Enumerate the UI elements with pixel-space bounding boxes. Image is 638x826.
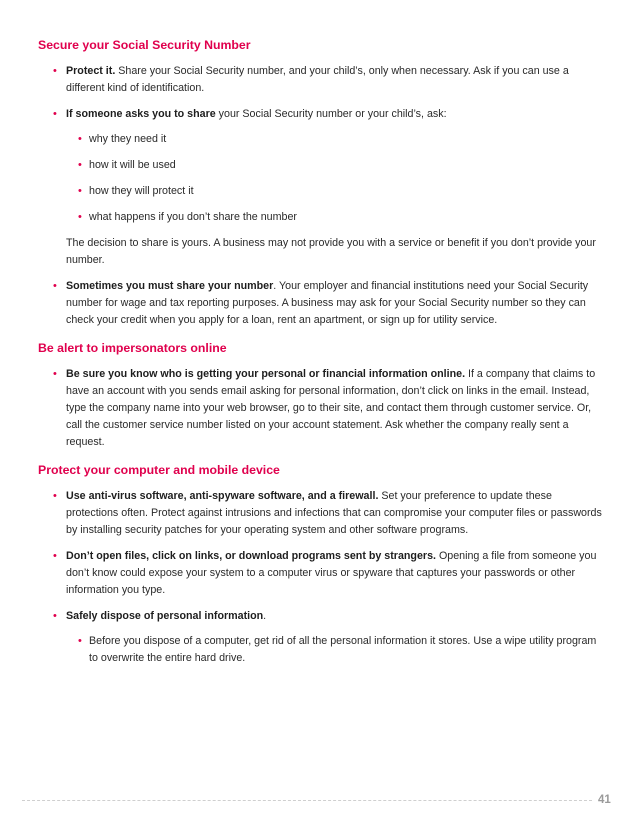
sub-list	[66, 131, 603, 226]
list-item	[38, 366, 603, 451]
follow-up-paragraph: The decision to share is yours. A business may not provide you with a service or benefit if you don’t provide your number.	[66, 237, 596, 266]
section-heading-impersonators: Be alert to impersonators online	[38, 341, 227, 355]
bullet-icon: •	[78, 133, 82, 145]
sub-list-item	[66, 183, 603, 200]
item-text: Share your Social Security number, and your child’s, only when necessary. Ask if you can use a different kind of identification.	[66, 65, 569, 94]
sub-list-item	[66, 209, 603, 226]
bullet-icon: •	[78, 185, 82, 197]
bullet-icon: •	[53, 490, 57, 502]
bullet-icon: •	[53, 550, 57, 562]
item-text: .	[263, 610, 267, 622]
sub-item-text: what happens if you don’t share the number	[89, 211, 297, 223]
sub-item-text: how it will be used	[89, 159, 176, 171]
list-item	[38, 63, 603, 97]
item-lead: Don’t open files, click on links, or download programs sent by strangers.	[66, 550, 436, 562]
bullet-icon: •	[53, 108, 57, 120]
bullet-icon: •	[78, 635, 82, 647]
bullet-icon: •	[78, 159, 82, 171]
bullet-icon: •	[53, 368, 57, 380]
bullet-icon: •	[53, 610, 57, 622]
list-item	[38, 608, 603, 667]
list-item	[38, 488, 603, 539]
bullet-icon: •	[78, 211, 82, 223]
item-lead: Use anti-virus software, anti-spyware software, and a firewall.	[66, 490, 379, 502]
bullet-icon: •	[53, 65, 57, 77]
item-text: your Social Security number or your child’s, ask:	[215, 108, 447, 120]
list-item	[38, 278, 603, 329]
item-lead: Protect it.	[66, 65, 116, 77]
item-lead: If someone asks you to share	[66, 108, 216, 120]
impersonators-bullet-list	[38, 366, 603, 451]
page-content	[38, 36, 603, 676]
sub-list-item	[66, 633, 603, 667]
computer-bullet-list	[38, 488, 603, 667]
item-lead: Safely dispose of personal information	[66, 610, 264, 622]
item-text: Set your preference to update these protections often. Protect against intrusions and infections that can compromise your computer files or passwords by installing security patches for your operating system and other software programs.	[66, 490, 602, 536]
item-text: Opening a file from someone you don’t know could expose your system to a computer virus or spyware that captures your passwords or other information you type.	[66, 550, 597, 596]
item-lead: Sometimes you must share your number	[66, 280, 274, 292]
sub-item-text: how they will protect it	[89, 185, 194, 197]
ssn-bullet-list	[38, 63, 603, 329]
item-text: If a company that claims to have an account with you sends email asking for personal information, don’t click on links in the email. Instead, type the company name into your web browser, go to their site, and contact them through customer service. Or, call the customer service number listed on your account statement. Ask whether the company really sent a request.	[66, 368, 596, 448]
item-lead: Be sure you know who is getting your personal or financial information online.	[66, 368, 466, 380]
item-text: . Your employer and financial institutions need your Social Security number for wage and tax reporting purposes. A business may ask for your Social Security number so they can check your credit when you apply for a loan, rent an apartment, or sign up for utility service.	[66, 280, 589, 326]
section-heading-computer: Protect your computer and mobile device	[38, 463, 280, 477]
bullet-icon: •	[53, 280, 57, 292]
sub-list-item	[66, 131, 603, 148]
sub-list	[66, 633, 603, 667]
section-heading-ssn: Secure your Social Security Number	[38, 38, 251, 52]
sub-list-item	[66, 157, 603, 174]
list-item	[38, 106, 603, 269]
sub-item-text: why they need it	[89, 133, 167, 145]
sub-item-text: Before you dispose of a computer, get rid of all the personal information it stores. Use a wipe utility program to overwrite the entire hard drive.	[89, 635, 597, 664]
footer-divider	[22, 800, 592, 801]
page-number: 41	[598, 794, 611, 806]
list-item	[38, 548, 603, 599]
